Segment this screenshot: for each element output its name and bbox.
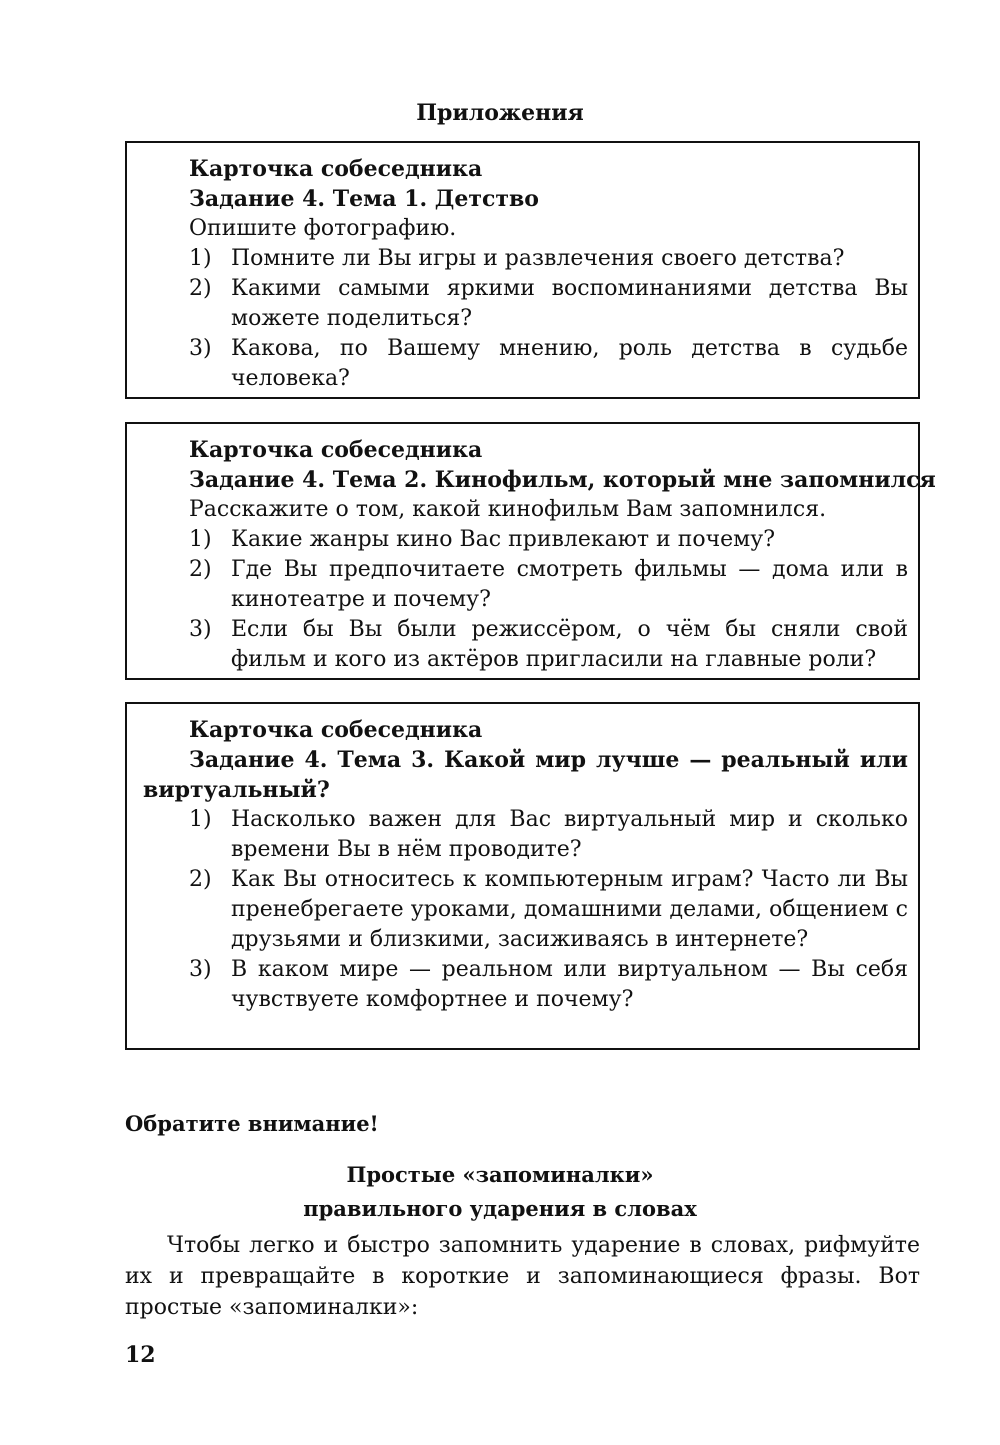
question-number: 1) xyxy=(189,527,212,552)
question-number: 1) xyxy=(189,807,212,832)
card-header: Карточка собеседника xyxy=(189,437,483,463)
question-text: Как Вы относитесь к компьютерным играм? Часто ли Вы пренебрегаете уроками, домашними делами, общением с друзьями и близкими, засиживаясь в интернете? xyxy=(231,867,908,952)
question-item xyxy=(143,615,908,675)
card-task-title: Задание 4. Тема 2. Кинофильм, который мне запомнился xyxy=(189,467,936,493)
question-number: 3) xyxy=(189,617,212,642)
question-item xyxy=(143,555,908,615)
question-text: Какими самыми яркими воспоминаниями детства Вы можете поделиться? xyxy=(231,276,908,331)
question-item xyxy=(143,525,908,555)
card-task-title: Задание 4. Тема 1. Детство xyxy=(189,186,539,212)
question-text: Помните ли Вы игры и развлечения своего детства? xyxy=(231,246,845,271)
card-prompt: Опишите фотографию. xyxy=(189,216,457,241)
question-item xyxy=(143,955,908,1015)
page-title: Приложения xyxy=(416,100,584,126)
question-item xyxy=(143,865,908,955)
question-text: Какие жанры кино Вас привлекают и почему? xyxy=(231,527,776,552)
question-number: 1) xyxy=(189,246,212,271)
question-number: 2) xyxy=(189,867,212,892)
page-number: 12 xyxy=(125,1342,156,1368)
question-number: 2) xyxy=(189,557,212,582)
section-title-line-2: правильного ударения в словах xyxy=(303,1196,697,1221)
card-topic-2 xyxy=(125,422,936,680)
question-item xyxy=(143,334,908,394)
question-item xyxy=(143,805,908,865)
question-text: Если бы Вы были режиссёром, о чём бы сняли свой фильм и кого из актёров пригласили на главные роли? xyxy=(231,617,908,672)
card-header: Карточка собеседника xyxy=(189,156,483,182)
question-text: Где Вы предпочитаете смотреть фильмы — дома или в кинотеатре и почему? xyxy=(231,557,908,612)
question-number: 2) xyxy=(189,276,212,301)
question-number: 3) xyxy=(189,957,212,982)
section-title xyxy=(0,1158,1000,1226)
card-topic-3 xyxy=(125,702,920,1050)
question-text: Какова, по Вашему мнению, роль детства в судьбе человека? xyxy=(231,336,908,391)
body-paragraph: Чтобы легко и быстро запомнить ударение в словах, рифмуйте их и превращайте в короткие и запоминающиеся фразы. Вот простые «запоминалки»: xyxy=(125,1233,920,1320)
card-task-title: Задание 4. Тема 3. Какой мир лучше — реальный или виртуальный? xyxy=(143,747,908,803)
question-number: 3) xyxy=(189,336,212,361)
question-item xyxy=(143,244,908,274)
question-text: Насколько важен для Вас виртуальный мир и сколько времени Вы в нём проводите? xyxy=(231,807,908,862)
question-text: В каком мире — реальном или виртуальном — Вы себя чувствуете комфортнее и почему? xyxy=(231,957,908,1012)
card-prompt: Расскажите о том, какой кинофильм Вам запомнился. xyxy=(189,497,827,522)
card-topic-1 xyxy=(125,141,920,399)
attention-heading: Обратите внимание! xyxy=(125,1111,379,1136)
section-title-line-1: Простые «запоминалки» xyxy=(346,1162,654,1187)
question-item xyxy=(143,274,908,334)
card-header: Карточка собеседника xyxy=(189,717,483,743)
